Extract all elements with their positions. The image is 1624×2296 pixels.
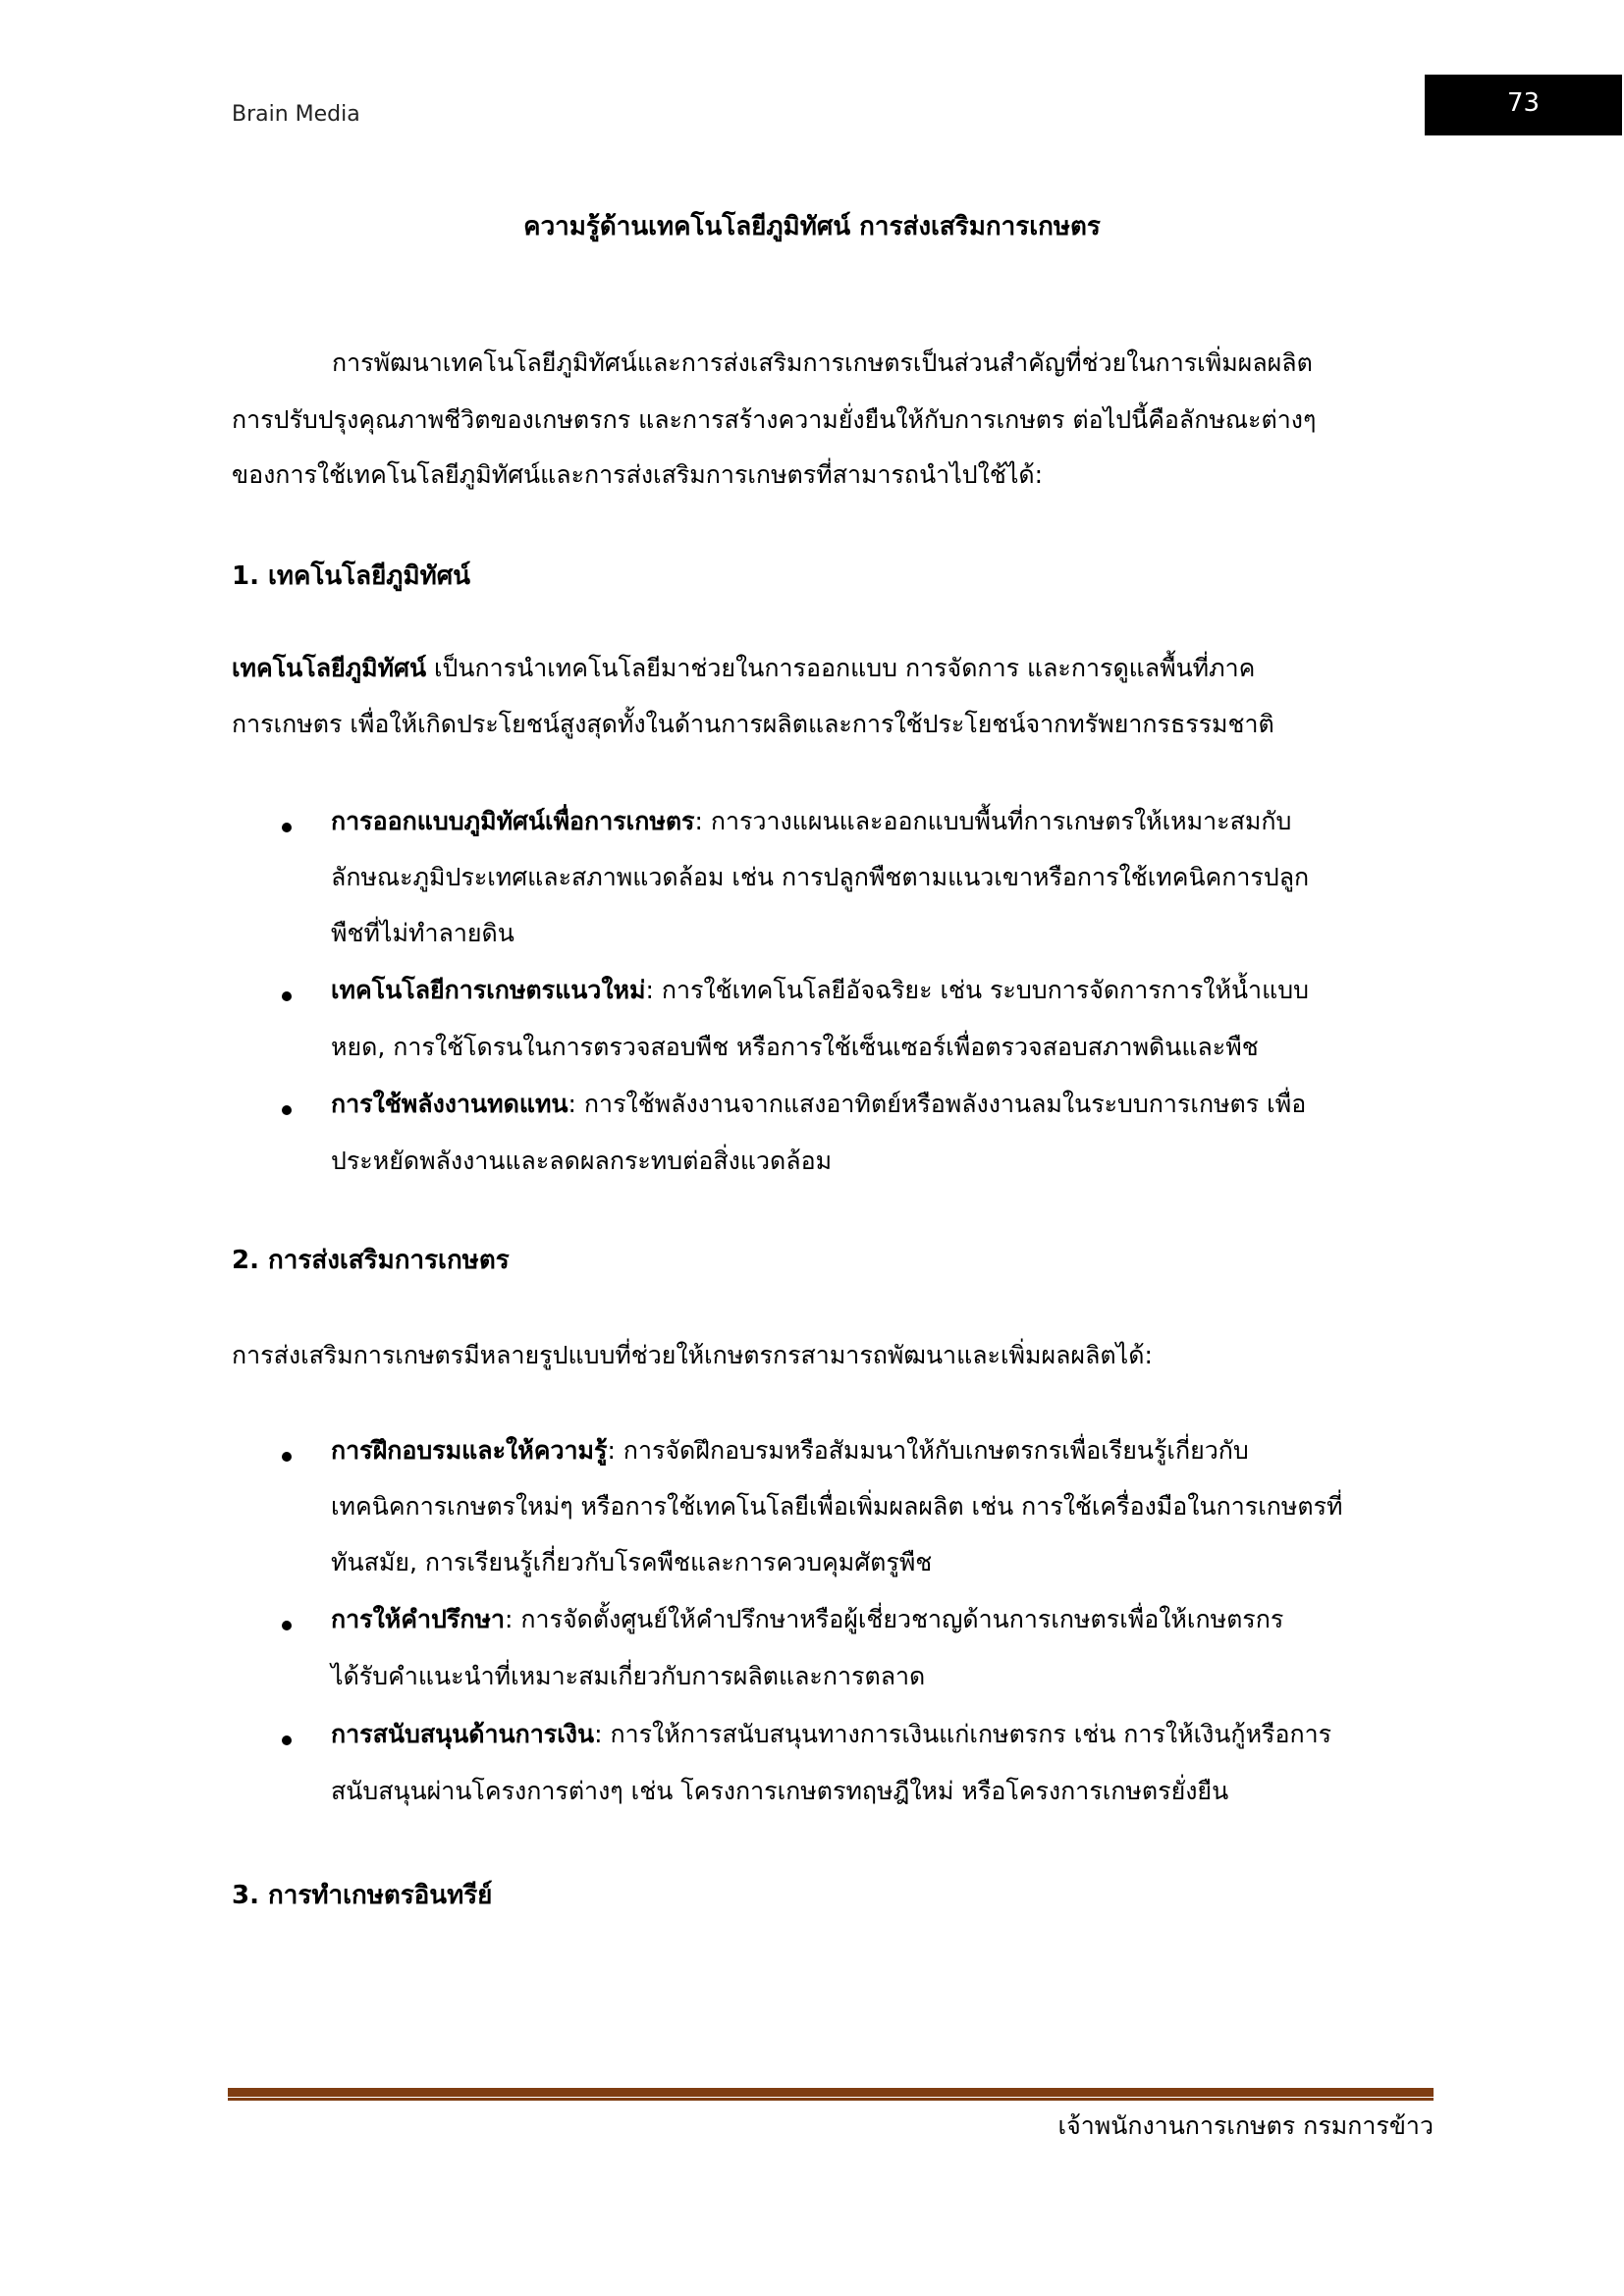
bullet-icon — [282, 823, 292, 832]
section-1-para-rest: เป็นการนำเทคโนโลยีมาช่วยในการออกแบบ การจัดการ และการดูแลพื้นที่ภาค — [426, 654, 1256, 682]
section-3-heading: 3. การทำเกษตรอินทรีย์ — [232, 1881, 493, 1910]
page-number-box — [1425, 75, 1622, 135]
bullet-icon — [282, 991, 292, 1001]
section-1-heading: 1. เทคโนโลยีภูมิทัศน์ — [232, 561, 471, 591]
header-publisher: Brain Media — [232, 102, 360, 127]
s2-bullet-3-term: การสนับสนุนด้านการเงิน — [331, 1720, 595, 1748]
bullet-icon — [282, 1105, 292, 1115]
s2-bullet-3-line-2: สนับสนุนผ่านโครงการต่างๆ เช่น โครงการเกษตรทฤษฎีใหม่ หรือโครงการเกษตรยั่งยืน — [331, 1777, 1229, 1805]
s2-bullet-1-text: : การจัดฝึกอบรมหรือสัมมนาให้กับเกษตรกรเพื่อเรียนรู้เกี่ยวกับ — [607, 1436, 1249, 1465]
s1-bullet-2-text: : การใช้เทคโนโลยีอัจฉริยะ เช่น ระบบการจัดการการให้น้ำแบบ — [645, 976, 1309, 1004]
s2-bullet-2-line-2: ได้รับคำแนะนำที่เหมาะสมเกี่ยวกับการผลิตและการตลาด — [331, 1662, 926, 1690]
footer-text: เจ้าพนักงานการเกษตร กรมการข้าว — [1057, 2111, 1434, 2140]
s2-bullet-2-term: การให้คำปรึกษา — [331, 1605, 506, 1633]
footer-rule-thin — [228, 2098, 1434, 2101]
s1-bullet-3-line-2: ประหยัดพลังงานและลดผลกระทบต่อสิ่งแวดล้อม — [331, 1147, 833, 1175]
s1-bullet-1-line-2: ลักษณะภูมิประเทศและสภาพแวดล้อม เช่น การปลูกพืชตามแนวเขาหรือการใช้เทคนิคการปลูก — [331, 863, 1310, 891]
s1-bullet-1-term: การออกแบบภูมิทัศน์เพื่อการเกษตร — [331, 807, 695, 835]
s1-bullet-3-term: การใช้พลังงานทดแทน — [331, 1090, 568, 1118]
section-1-term: เทคโนโลยีภูมิทัศน์ — [232, 654, 427, 682]
bullet-icon — [282, 1621, 292, 1630]
s1-bullet-1-line-3: พืชที่ไม่ทำลายดิน — [331, 919, 514, 947]
s2-bullet-3-line-1 — [331, 1718, 1331, 1751]
s2-bullet-3-text: : การให้การสนับสนุนทางการเงินแก่เกษตรกร เช่น การให้เงินกู้หรือการ — [594, 1720, 1332, 1748]
section-1-para-line-2: การเกษตร เพื่อให้เกิดประโยชน์สูงสุดทั้งในด้านการผลิตและการใช้ประโยชน์จากทรัพยากรธรรมชาติ — [232, 710, 1274, 738]
s1-bullet-1-line-1 — [331, 805, 1291, 838]
s1-bullet-2-line-2: หยด, การใช้โดรนในการตรวจสอบพืช หรือการใช้เซ็นเซอร์เพื่อตรวจสอบสภาพดินและพืช — [331, 1033, 1259, 1061]
section-2-heading: 2. การส่งเสริมการเกษตร — [232, 1246, 510, 1275]
section-1-para-line-1 — [232, 652, 1255, 685]
page-number: 73 — [1506, 88, 1541, 118]
bullet-icon — [282, 1452, 292, 1462]
s2-bullet-1-line-1 — [331, 1434, 1249, 1468]
bullet-icon — [282, 1735, 292, 1745]
intro-line-1: การพัฒนาเทคโนโลยีภูมิทัศน์และการส่งเสริมการเกษตรเป็นส่วนสำคัญที่ช่วยในการเพิ่มผลผลิต — [332, 348, 1313, 377]
s1-bullet-3-line-1 — [331, 1088, 1306, 1121]
intro-line-3: ของการใช้เทคโนโลยีภูมิทัศน์และการส่งเสริมการเกษตรที่สามารถนำไปใช้ได้: — [232, 460, 1044, 489]
s2-bullet-2-line-1 — [331, 1603, 1283, 1636]
s2-bullet-1-term: การฝึกอบรมและให้ความรู้ — [331, 1436, 608, 1465]
intro-line-2: การปรับปรุงคุณภาพชีวิตของเกษตรกร และการสร้างความยั่งยืนให้กับการเกษตร ต่อไปนี้คือลักษณะต่างๆ — [232, 405, 1317, 434]
s2-bullet-1-line-3: ทันสมัย, การเรียนรู้เกี่ยวกับโรคพืชและการควบคุมศัตรูพืช — [331, 1548, 933, 1576]
section-2-para: การส่งเสริมการเกษตรมีหลายรูปแบบที่ช่วยให้เกษตรกรสามารถพัฒนาและเพิ่มผลผลิตได้: — [232, 1341, 1153, 1369]
s1-bullet-2-line-1 — [331, 974, 1309, 1007]
s1-bullet-2-term: เทคโนโลยีการเกษตรแนวใหม่ — [331, 976, 646, 1004]
s2-bullet-1-line-2: เทคนิคการเกษตรใหม่ๆ หรือการใช้เทคโนโลยีเพื่อเพิ่มผลผลิต เช่น การใช้เครื่องมือในการเกษตรที่ — [331, 1492, 1343, 1521]
page-title: ความรู้ด้านเทคโนโลยีภูมิทัศน์ การส่งเสริมการเกษตร — [523, 212, 1101, 241]
s1-bullet-3-text: : การใช้พลังงานจากแสงอาทิตย์หรือพลังงานลมในระบบการเกษตร เพื่อ — [568, 1090, 1307, 1118]
s2-bullet-2-text: : การจัดตั้งศูนย์ให้คำปรึกษาหรือผู้เชี่ยวชาญด้านการเกษตรเพื่อให้เกษตรกร — [505, 1605, 1284, 1633]
footer-rule-thick — [228, 2088, 1434, 2097]
s1-bullet-1-text: : การวางแผนและออกแบบพื้นที่การเกษตรให้เหมาะสมกับ — [694, 807, 1292, 835]
